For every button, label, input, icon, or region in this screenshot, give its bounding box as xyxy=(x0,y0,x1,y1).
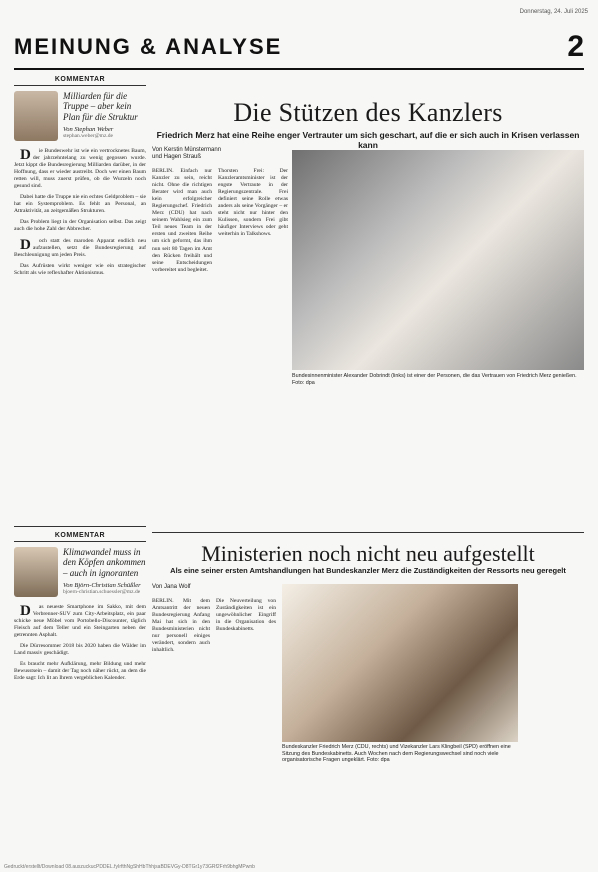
comment-kicker: KOMMENTAR xyxy=(14,532,146,542)
comment-email: stephan.weber@mz.de xyxy=(63,133,113,140)
article1-caption xyxy=(292,373,584,386)
article1-photo xyxy=(292,150,584,370)
section-title: MEINUNG & ANALYSE xyxy=(14,34,283,59)
comment-body xyxy=(14,148,146,277)
article1-title: Die Stützen des Kanzlers xyxy=(233,98,503,127)
article2-col2: Die Neuverteilung von Zuständigkeiten ist ein ungewöhnlicher Eingriff in die Organisation des Bundeskabinetts. xyxy=(216,598,276,633)
comment-paragraph: Dabei hatte die Truppe nie ein echtes Geldproblem – sie hat ein Systemproblem. Es fehlt an Personal, an Attraktivität, an zeitgemäßen Strukturen. xyxy=(14,194,146,215)
comment-paragraph: Das Problem liegt in der Organisation selbst. Das zeigt auch die hohe Zahl der Abbrecher. xyxy=(14,219,146,233)
comment-paragraph: Das neueste Smartphone im Sakko, mit dem Verbrenner-SUV zum City-Arbeitsplatz, ein paar schicke neue Möbel vom Portobello-Discounter, täglich Fleisch auf dem Teller und ein Steingarten neben der getrennten Asphalt. xyxy=(14,603,146,639)
column-divider xyxy=(14,526,146,527)
comment-paragraph: Es braucht mehr Aufklärung, mehr Bildung und mehr Bewusstsein – damit der Tag noch näher rückt, an dem die Erde sagt: Ich lit an Ihrem vergeblichen Kalender. xyxy=(14,661,146,682)
article1-subtitle: Friedrich Merz hat eine Reihe enger Vertrauter um sich geschart, auf die er sich auch in Krisen verlassen kann xyxy=(156,130,580,150)
issue-date: Donnerstag, 24. Juli 2025 xyxy=(519,9,588,15)
comment-paragraph: Die Bundeswehr ist wie ein vertrocknetes Baum, der jahrzehntelang zu wenig gegossen wurde. Jetzt kippt die Bundesregierung Milliarden darüber, in der Hoffnung, dass er wieder austreibt. Doch wer einen Baum retten will, muss zuerst prüfen, ob die Wurzeln noch gesund sind. xyxy=(14,147,146,190)
comment-paragraph: Doch statt des maroden Apparat endlich neu aufzustellen, setzt die Bundesregierung auf Beschleunigung um jeden Preis. xyxy=(14,236,146,258)
article1-header xyxy=(152,98,584,150)
byline-line: und Hagen Strauß xyxy=(152,154,202,161)
article2-byline: Von Jana Wolf xyxy=(152,584,191,590)
comment-author: Von Stephan Weber xyxy=(63,126,114,134)
page-footer: Gedruckt/erstellt/Download 08.auszuckucPDDEL.fyIrfthNgShHbThhjsaBDEVGy-D8TGr1y73GRf2Frh9bhgMPwnb xyxy=(4,864,255,870)
article2-title: Ministerien noch nicht neu aufgestellt xyxy=(201,541,535,566)
author-photo xyxy=(14,547,58,597)
comment-paragraph: Das Aufrüsten wirkt weniger wie ein strategischer Schritt als wie reflexhafter Aktionismus. xyxy=(14,262,146,276)
byline-line: Von Kerstin Münstermann xyxy=(152,147,222,153)
article2-caption xyxy=(282,744,518,764)
comment-email: bjoern-christian.schuessler@mz.de xyxy=(63,589,141,596)
page-number: 2 xyxy=(567,30,584,63)
comment-paragraph: Die Dürresommer 2018 bis 2020 haben die Wälder im Land massiv geschädigt. xyxy=(14,643,146,657)
article-divider xyxy=(152,532,584,533)
caption-text: Bundesinnenminister Alexander Dobrindt (links) ist einer der Personen, die das Vertrauen von Friedrich Merz genießen. xyxy=(292,373,577,379)
comment-author: Von Björn-Christian Schüßler xyxy=(63,582,141,590)
photo-credit: Foto: dpa xyxy=(366,757,390,764)
author-photo xyxy=(14,91,58,141)
comment-kicker: KOMMENTAR xyxy=(14,76,146,86)
caption-text: Bundeskanzler Friedrich Merz (CDU, rechts) und Vizekanzler Lars Klingbeil (SPD) eröffnen eine Sitzung des Bundeskabinetts. Auch Wochen nach dem Regierungswechsel sind noch viele organisatorische Fragen ungeklärt. xyxy=(282,744,511,764)
photo-credit: Foto: dpa xyxy=(292,379,315,386)
article2-subtitle: Als eine seiner ersten Amtshandlungen hat Bundeskanzler Merz die Zuständigkeiten der Ressorts neu geregelt xyxy=(170,566,566,575)
header-rule xyxy=(14,68,584,70)
article1-byline xyxy=(152,147,221,161)
comment-column-2 xyxy=(14,532,146,686)
article2-photo xyxy=(282,584,518,742)
comment-column-1 xyxy=(14,76,146,281)
comment-title: Milliarden für die Truppe – aber kein Plan für die Struktur xyxy=(63,91,138,122)
comment-title: Klimawandel muss in den Köpfen ankommen – auch in ignoranten xyxy=(63,547,146,578)
article1-col2: Thorsten Frei: Der Kanzleramtsminister ist der engste Vertraute in der Regierungszentrale. Frei definiert seine Rolle etwas anders als seine Vorgänger – er steht nicht nur hinter den Kulissen, sondern Frei gibt häufiger Interviews oder geht weiterhin in Talkshows. xyxy=(218,168,288,238)
article1-col1: BERLIN. Einfach nur Kanzler zu sein, reicht nicht. Ohne die richtigen Berater wird man auch kein erfolgreicher Regierungschef. Friedrich Merz (CDU) hat nach seinem Wahlsieg ein zum Teil neues Team in der ersten und zweiten Reihe um sich geformt, das ihm nun seit 80 Tagen im Amt den Rücken freihält und seine Entscheidungen vorbereitet und begleitet. xyxy=(152,168,212,273)
article2-col1: BERLIN. Mit dem Amtsantritt der neuen Bundesregierung Anfang Mai hat sich in den Bundesministerien nicht nur personell einiges verändert, sondern auch inhaltlich. xyxy=(152,598,210,654)
comment-body xyxy=(14,604,146,682)
